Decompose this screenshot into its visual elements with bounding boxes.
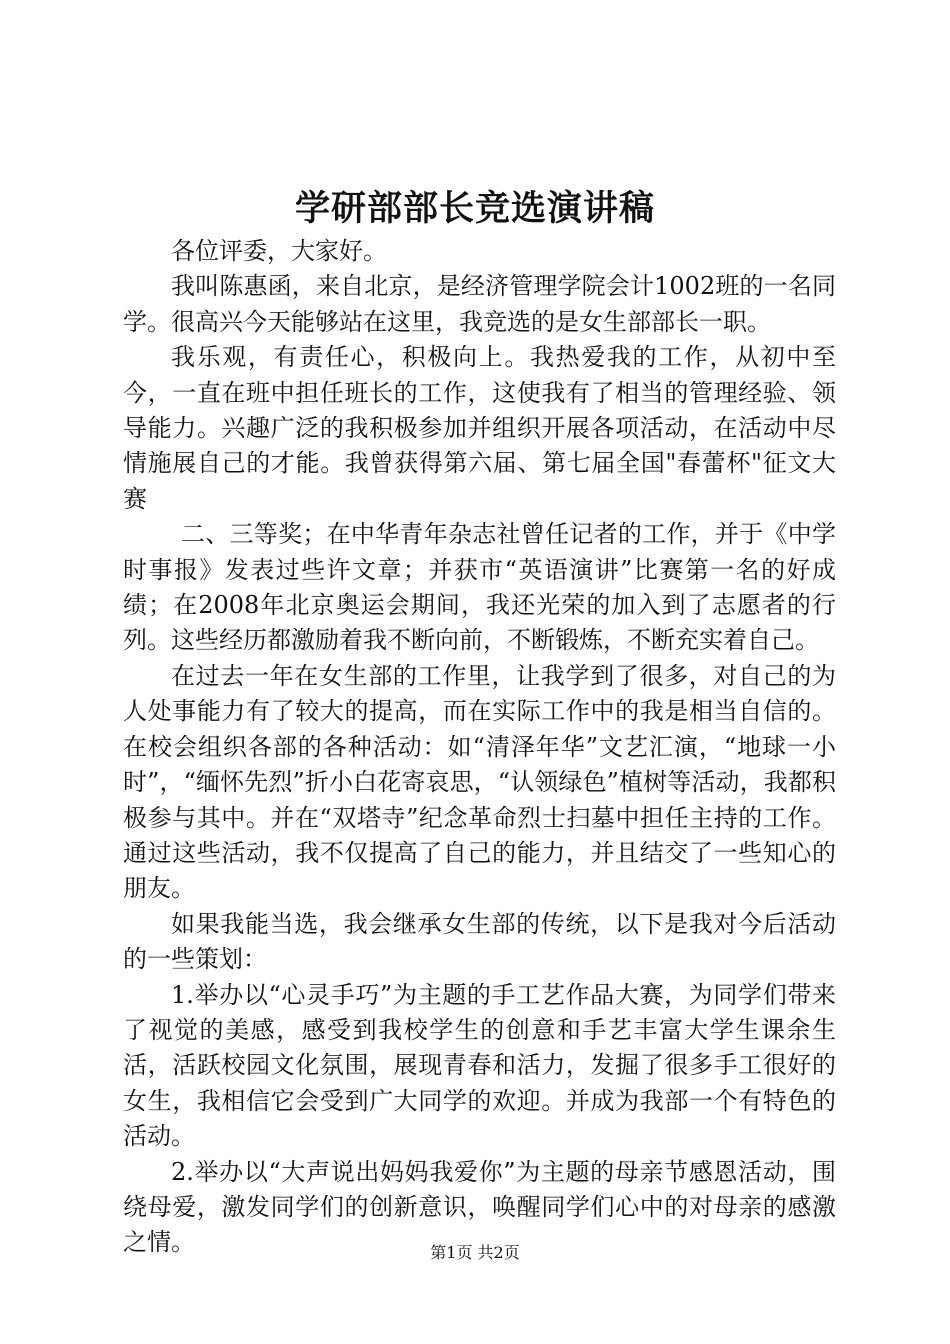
paragraph-plans-intro: 如果我能当选，我会继承女生部的传统，以下是我对今后活动的一些策划： [123,909,836,974]
paragraph-awards: 二、三等奖；在中华青年杂志社曾任记者的工作，并于《中学时事报》发表过些许文章；并获市“英语演讲”比赛第一名的好成绩；在2008年北京奥运会期间，我还光荣的加入到了志愿者的行列。这些经历都激励着我不断向前，不断锻炼，不断充实着自己。 [123,520,836,655]
paragraph-personality: 我乐观，有责任心，积极向上。我热爱我的工作，从初中至今，一直在班中担任班长的工作，这使我有了相当的管理经验、领导能力。兴趣广泛的我积极参加并组织开展各项活动，在活动中尽情施展自己的才能。我曾获得第六届、第七届全国"春蕾杯"征文大赛 [123,343,836,513]
paragraph-plan-2: 2.举办以“大声说出妈妈我爱你”为主题的母亲节感恩活动，围绕母爱，激发同学们的创新意识，唤醒同学们心中的对母亲的感激之情。 [123,1157,836,1257]
paragraph-plan-1: 1.举办以“心灵手巧”为主题的手工艺作品大赛，为同学们带来了视觉的美感，感受到我校学生的创意和手艺丰富大学生课余生活，活跃校园文化氛围，展现青春和活力，发掘了很多手工很好的女生，我相信它会受到广大同学的欢迎。并成为我部一个有特色的活动。 [123,980,836,1151]
document-body [123,234,836,1261]
paragraph-introduction: 我叫陈惠函，来自北京，是经济管理学院会计1002班的一名同学。很高兴今天能够站在这里，我竞选的是女生部部长一职。 [123,272,836,336]
paragraph-experience: 在过去一年在女生部的工作里，让我学到了很多，对自己的为人处事能力有了较大的提高，而在实际工作中的我是相当自信的。在校会组织各部的各种活动：如“清泽年华”文艺汇演，“地球一小时”，“缅怀先烈”折小白花寄哀思，“认领绿色”植树等活动，我都积极参与其中。并在“双塔寺”纪念革命烈士扫墓中担任主持的工作。通过这些活动，我不仅提高了自己的能力，并且结交了一些知心的朋友。 [123,661,836,903]
paragraph-greeting: 各位评委，大家好。 [171,237,387,265]
page-title: 学研部部长竞选演讲稿 [294,188,655,229]
page-number-footer: 第1页 共2页 [430,1243,520,1262]
